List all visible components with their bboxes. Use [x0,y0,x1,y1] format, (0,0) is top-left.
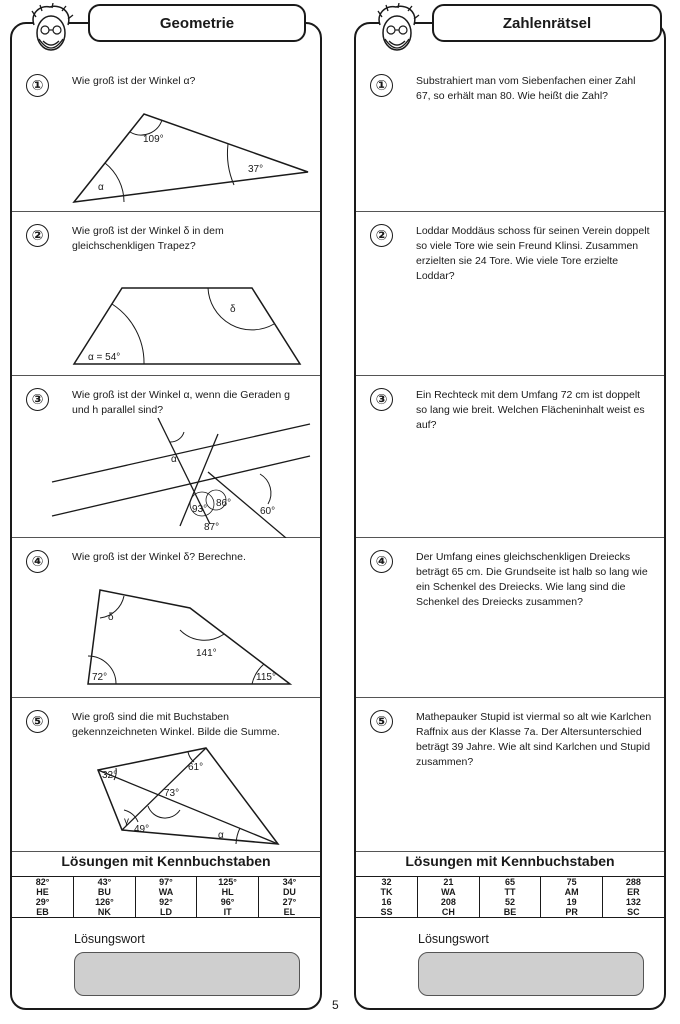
solution-value: 65 [479,877,541,888]
question-number: ⑤ [26,710,49,733]
solution-value: 21 [418,877,480,888]
solution-code: SC [602,907,664,918]
geometry-question-2 [12,212,320,376]
angle-label: 86° [216,498,232,509]
solution-code: BE [479,907,541,918]
solution-code: WA [418,887,480,897]
solutions-heading: Lösungen mit Kennbuchstaben [61,853,271,869]
solution-value: 125° [197,877,259,888]
puzzle-question-2 [356,212,664,376]
question-number: ③ [370,388,393,411]
question-text: Ein Rechteck mit dem Umfang 72 cm ist doppelt so lang wie breit. Welchen Flächeninhalt weist es auf? [416,389,645,431]
solution-code: IT [197,907,259,918]
angle-label: α [171,454,177,465]
solution-value: 75 [541,877,603,888]
question-number: ② [370,224,393,247]
angle-label: 49° [134,824,150,835]
triangle-figure [12,62,324,212]
solution-code: TK [380,887,393,897]
geometry-question-3 [12,376,320,538]
question-number: ① [26,74,49,97]
solution-code: WA [135,887,197,897]
solution-value: 52 [479,897,541,907]
question-text: Wie groß ist der Winkel α, wenn die Geraden g und h parallel sind? [72,389,290,416]
page-number: 5 [332,998,339,1012]
solution-value: 97° [135,877,197,888]
solution-value: 27° [258,897,320,907]
solution-value: 16 [381,897,392,907]
solution-code: EB [12,907,74,918]
question-number: ② [26,224,49,247]
solution-value: 288 [602,877,664,888]
solution-word-field[interactable] [74,952,300,996]
solution-code: CH [418,907,480,918]
question-text: Loddar Moddäus schoss für seinen Verein doppelt so viele Tore wie sein Freund Klinsi. Zusammen erzielten sie 24 Tore. Wie viele Tore erzielte Loddar? [416,225,650,282]
parallel-lines-figure [12,376,324,538]
angle-label: α [218,830,224,841]
solution-value: 132 [602,897,664,907]
puzzle-question-1 [356,62,664,212]
angle-label: 72° [92,672,108,683]
solution-value: 96° [197,897,259,907]
question-number: ③ [26,388,49,411]
solution-value: 32 [356,877,418,888]
solutions-heading: Lösungen mit Kennbuchstaben [405,853,615,869]
puzzle-question-5 [356,698,664,852]
angle-label: 37° [248,164,264,175]
question-number: ④ [370,550,393,573]
puzzle-question-3 [356,376,664,538]
solution-value: 43° [74,877,136,888]
solutions-table [12,876,320,918]
solution-code: ER [602,887,664,897]
solution-value: 92° [135,897,197,907]
solution-value: 82° [12,877,74,888]
angle-label: 61° [188,762,204,773]
quadrilateral-figure [12,538,324,698]
angle-label: 32° [102,770,118,781]
professor-mascot-icon [372,3,422,59]
angle-label: 87° [204,522,220,533]
triangle-construction-figure [12,698,324,852]
solution-value: 29° [35,897,50,907]
question-text: Mathepauker Stupid ist viermal so alt wie Karlchen Raffnix aus der Klasse 7a. Der Altersunterschied beträgt 39 Jahre. Wie alt sind Karlchen und Stupid zusammen? [416,711,652,768]
solution-code: NK [74,907,136,918]
solution-code: HL [197,887,259,897]
question-number: ① [370,74,393,97]
solution-code: BU [74,887,136,897]
solution-code: TT [479,887,541,897]
number-puzzles-panel [354,22,666,1010]
angle-label: γ [124,816,129,827]
question-text: Wie groß sind die mit Buchstaben gekennzeichneten Winkel. Bilde die Summe. [72,711,280,738]
angle-label: 73° [164,788,180,799]
angle-label: 115° [256,672,276,683]
trapezoid-figure [12,212,324,376]
solution-value: 126° [74,897,136,907]
solution-word-label: Lösungswort [74,932,145,946]
question-number: ⑤ [370,710,393,733]
angle-label: 109° [143,134,164,145]
geometry-question-5 [12,698,320,852]
angle-label: α = 54° [88,352,121,363]
solution-word-field[interactable] [418,952,644,996]
question-text: Wie groß ist der Winkel δ? Berechne. [72,551,246,563]
solution-value: 208 [418,897,480,907]
question-text: Wie groß ist der Winkel δ in dem gleichschenkligen Trapez? [72,225,224,252]
solution-value: 19 [541,897,603,907]
solution-code: SS [356,907,418,918]
solution-code: DU [258,887,320,897]
puzzle-question-4 [356,538,664,698]
question-text: Der Umfang eines gleichschenkligen Dreiecks beträgt 65 cm. Die Grundseite ist halb so lang wie ein Schenkel des Dreiecks. Wie lang sind die Schenkel des Dreiecks zusammen? [416,551,648,608]
solution-word-label: Lösungswort [418,932,489,946]
geometry-question-1 [12,62,320,212]
solutions-table [356,876,664,918]
angle-label: 141° [196,648,217,659]
question-text: Substrahiert man vom Siebenfachen einer Zahl 67, so erhält man 80. Wie heißt die Zahl? [416,75,636,102]
geometry-question-4 [12,538,320,698]
angle-label: α [98,182,104,193]
solution-value: 34° [258,877,320,888]
geometry-panel [10,22,322,1010]
solution-code: HE [36,887,49,897]
professor-mascot-icon [26,3,76,59]
angle-label: δ [230,304,236,315]
solution-code: AM [541,887,603,897]
solution-code: PR [541,907,603,918]
angle-label: δ [108,612,114,623]
number-puzzles-title: Zahlenrätsel [432,4,662,42]
question-number: ④ [26,550,49,573]
angle-label: 60° [260,506,276,517]
solution-code: EL [258,907,320,918]
solution-code: LD [135,907,197,918]
question-text: Wie groß ist der Winkel α? [72,75,196,87]
geometry-title: Geometrie [88,4,306,42]
angle-label: 93° [192,504,208,515]
